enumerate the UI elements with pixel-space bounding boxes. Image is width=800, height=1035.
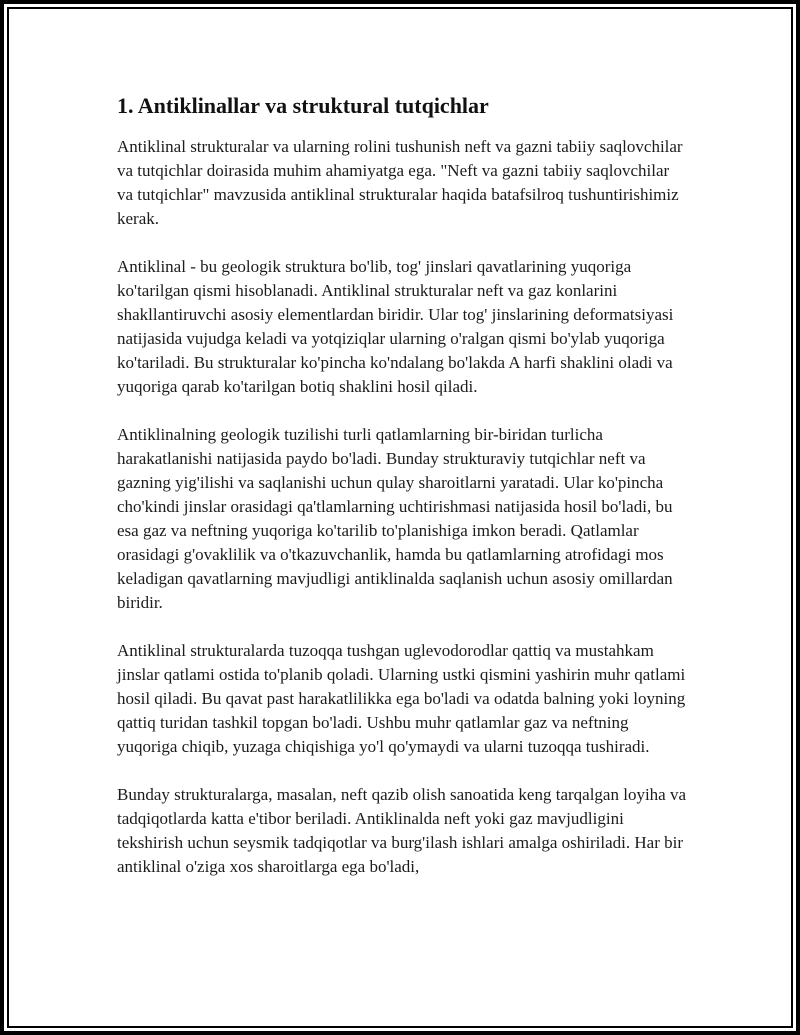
section-heading: 1. Antiklinallar va struktural tutqichlar	[117, 93, 489, 118]
paragraph-3: Antiklinalning geologik tuzilishi turli qatlamlarning bir-biridan turlicha harakatlanishi natijasida paydo bo'ladi. Bunday strukturaviy tutqichlar neft va gazning yig'ilishi va saqlanishi uchun qulay sharoitlarni yaratadi. Ular ko'pincha cho'kindi jinslar orasidagi qa'tlamlarning uchtirishmasi natijasida hosil bo'ladi, bu esa gaz va neftning yuqoriga ko'tarilib to'planishiga imkon beradi. Qatlamlar orasidagi g'ovaklilik va o'tkazuvchanlik, hamda bu qatlamlarning atrofidagi mos keladigan qavatlarning mavjudligi antiklinalda saqlanish uchun asosiy omillardan biridir.	[117, 425, 673, 612]
document-page	[9, 9, 791, 1026]
paragraph-5: Bunday strukturalarga, masalan, neft qazib olish sanoatida keng tarqalgan loyiha va tadqiqotlarda katta e'tibor beriladi. Antiklinalda neft yoki gaz mavjudligini tekshirish uchun seysmik tadqiqotlar va burg'ilash ishlari amalga oshiriladi. Har bir antiklinal o'ziga xos sharoitlarga ega bo'ladi,	[117, 785, 687, 876]
paragraph-1: Antiklinal strukturalar va ularning rolini tushunish neft va gazni tabiiy saqlovchilar va tutqichlar doirasida muhim ahamiyatga ega. "Neft va gazni tabiiy saqlovchilar va tutqichlar" mavzusida antiklinal strukturalar haqida batafsilroq tushuntirishimiz kerak.	[117, 137, 683, 228]
paragraph-2: Antiklinal - bu geologik struktura bo'lib, tog' jinslari qavatlarining yuqoriga ko'tarilgan qismi hisoblanadi. Antiklinal strukturalar neft va gaz konlarini shakllantiruvchi asosiy elementlardan biridir. Ular tog' jinslarining deformatsiyasi natijasida vujudga keladi va yotqiziqlar ularning o'ralgan qismi bo'ylab yuqoriga ko'tariladi. Bu strukturalar ko'pincha ko'ndalang bo'lakda A harfi shaklini oladi va yuqoriga qarab ko'tarilgan botiq shaklini hosil qiladi.	[117, 257, 674, 396]
page-border-inner	[7, 7, 793, 1028]
paragraph-4: Antiklinal strukturalarda tuzoqqa tushgan uglevodorodlar qattiq va mustahkam jinslar qatlami ostida to'planib qoladi. Ularning ustki qismini yashirin muhr qatlami hosil qiladi. Bu qavat past harakatlilikka ega bo'ladi va odatda balning yoki loyning qattiq turidan tashkil topgan bo'ladi. Ushbu muhr qatlamlar gaz va neftning yuqoriga chiqib, yuzaga chiqishiga yo'l qo'ymaydi va ularni tuzoqqa tushiradi.	[117, 641, 686, 756]
